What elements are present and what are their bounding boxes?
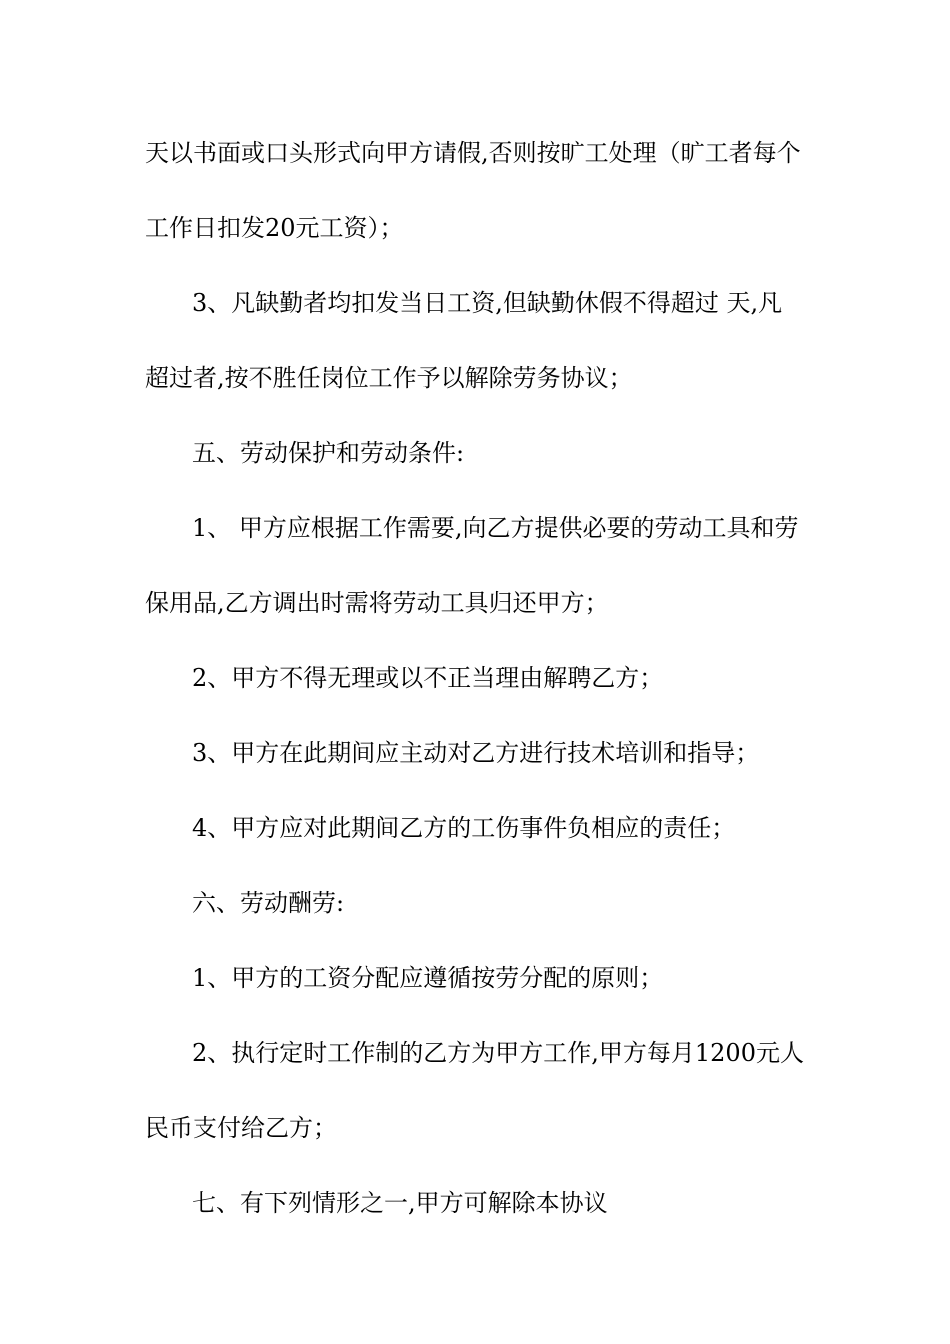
text-line: 3、凡缺勤者均扣发当日工资,但缺勤休假不得超过 天,凡 xyxy=(192,289,783,317)
text-line: 天以书面或口头形式向甲方请假,否则按旷工处理（旷工者每个 xyxy=(145,139,801,167)
text-line: 保用品,乙方调出时需将劳动工具归还甲方； xyxy=(145,589,609,617)
text-line: 3、甲方在此期间应主动对乙方进行技术培训和指导； xyxy=(192,739,760,767)
text-line: 民币支付给乙方； xyxy=(145,1114,337,1142)
text-line: 工作日扣发20元工资）； xyxy=(145,214,404,242)
section-heading: 七、有下列情形之一,甲方可解除本协议 xyxy=(192,1189,608,1217)
text-line: 2、执行定时工作制的乙方为甲方工作,甲方每月1200元人 xyxy=(192,1039,804,1067)
section-heading: 五、劳动保护和劳动条件: xyxy=(192,439,465,467)
text-line: 2、甲方不得无理或以不正当理由解聘乙方； xyxy=(192,664,664,692)
text-line: 1、 甲方应根据工作需要,向乙方提供必要的劳动工具和劳 xyxy=(192,514,799,542)
text-line: 超过者,按不胜任岗位工作予以解除劳务协议； xyxy=(145,364,633,392)
section-heading: 六、劳动酬劳: xyxy=(192,889,345,917)
text-line: 1、甲方的工资分配应遵循按劳分配的原则； xyxy=(192,964,664,992)
text-line: 4、甲方应对此期间乙方的工伤事件负相应的责任； xyxy=(192,814,736,842)
